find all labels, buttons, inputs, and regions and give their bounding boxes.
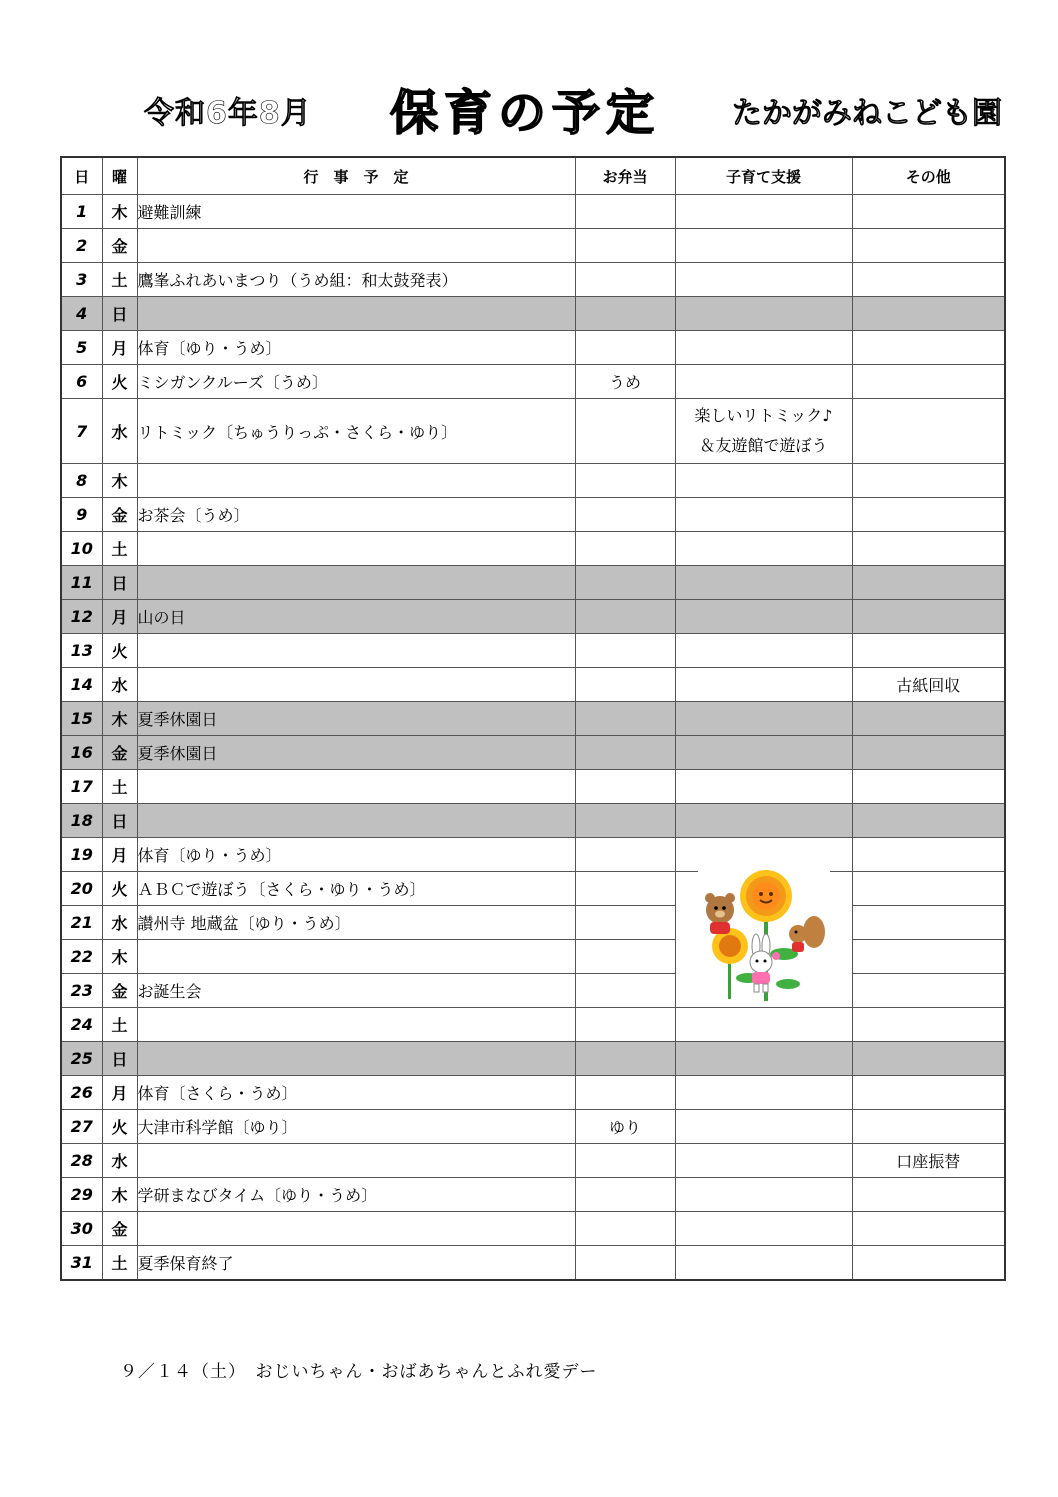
school-name: たかがみねこども園 bbox=[732, 96, 1002, 131]
table-row bbox=[61, 1042, 1005, 1076]
weekday: 水 bbox=[102, 1144, 137, 1178]
weekday: 水 bbox=[102, 906, 137, 940]
bento-cell bbox=[575, 297, 675, 331]
other-cell: 古紙回収 bbox=[852, 668, 1005, 702]
day-number: 22 bbox=[61, 940, 102, 974]
event-cell: お誕生会 bbox=[137, 974, 575, 1008]
table-row bbox=[61, 498, 1005, 532]
day-number: 9 bbox=[61, 498, 102, 532]
other-cell bbox=[852, 566, 1005, 600]
event-cell: 夏季保育終了 bbox=[137, 1246, 575, 1281]
weekday: 金 bbox=[102, 974, 137, 1008]
support-cell bbox=[675, 1246, 852, 1281]
other-cell bbox=[852, 297, 1005, 331]
bento-cell bbox=[575, 1212, 675, 1246]
event-cell: 学研まなびタイム〔ゆり・うめ〕 bbox=[137, 1178, 575, 1212]
event-cell: 讃州寺 地蔵盆〔ゆり・うめ〕 bbox=[137, 906, 575, 940]
event-cell bbox=[137, 770, 575, 804]
support-cell bbox=[675, 1144, 852, 1178]
table-row bbox=[61, 1246, 1005, 1281]
table-row bbox=[61, 838, 1005, 872]
other-cell bbox=[852, 1008, 1005, 1042]
bento-cell bbox=[575, 532, 675, 566]
schedule-table bbox=[60, 156, 1006, 1281]
support-cell bbox=[675, 804, 852, 838]
other-cell bbox=[852, 1178, 1005, 1212]
day-number: 28 bbox=[61, 1144, 102, 1178]
weekday: 火 bbox=[102, 1110, 137, 1144]
support-cell bbox=[675, 770, 852, 804]
weekday: 水 bbox=[102, 399, 137, 464]
weekday: 月 bbox=[102, 1076, 137, 1110]
event-cell: お茶会〔うめ〕 bbox=[137, 498, 575, 532]
support-cell bbox=[675, 1042, 852, 1076]
support-cell bbox=[675, 668, 852, 702]
other-cell bbox=[852, 1042, 1005, 1076]
weekday: 月 bbox=[102, 838, 137, 872]
bento-cell bbox=[575, 331, 675, 365]
weekday: 火 bbox=[102, 365, 137, 399]
table-row bbox=[61, 365, 1005, 399]
sunflower-animals-illustration bbox=[698, 866, 830, 1004]
support-cell bbox=[675, 634, 852, 668]
col-header-other: その他 bbox=[852, 157, 1005, 195]
table-row bbox=[61, 263, 1005, 297]
event-cell bbox=[137, 634, 575, 668]
day-number: 11 bbox=[61, 566, 102, 600]
other-cell bbox=[852, 702, 1005, 736]
table-row bbox=[61, 940, 1005, 974]
day-number: 2 bbox=[61, 229, 102, 263]
event-cell bbox=[137, 566, 575, 600]
event-cell: 夏季休園日 bbox=[137, 736, 575, 770]
table-row bbox=[61, 702, 1005, 736]
table-row bbox=[61, 1144, 1005, 1178]
support-cell bbox=[675, 736, 852, 770]
bento-cell bbox=[575, 974, 675, 1008]
day-number: 30 bbox=[61, 1212, 102, 1246]
other-cell bbox=[852, 906, 1005, 940]
support-cell bbox=[675, 229, 852, 263]
other-cell bbox=[852, 263, 1005, 297]
weekday: 水 bbox=[102, 668, 137, 702]
weekday: 月 bbox=[102, 331, 137, 365]
weekday: 金 bbox=[102, 229, 137, 263]
bento-cell bbox=[575, 195, 675, 229]
bento-cell bbox=[575, 464, 675, 498]
table-row bbox=[61, 736, 1005, 770]
other-cell: 口座振替 bbox=[852, 1144, 1005, 1178]
day-number: 12 bbox=[61, 600, 102, 634]
header-date: 令和6年8月 bbox=[144, 96, 312, 131]
day-number: 15 bbox=[61, 702, 102, 736]
weekday: 月 bbox=[102, 600, 137, 634]
table-header-row bbox=[61, 157, 1005, 195]
event-cell: 体育〔ゆり・うめ〕 bbox=[137, 838, 575, 872]
weekday: 日 bbox=[102, 566, 137, 600]
weekday: 金 bbox=[102, 1212, 137, 1246]
bento-cell bbox=[575, 1076, 675, 1110]
other-cell bbox=[852, 229, 1005, 263]
support-cell bbox=[675, 702, 852, 736]
support-cell bbox=[675, 1076, 852, 1110]
other-cell bbox=[852, 498, 1005, 532]
event-cell: リトミック〔ちゅうりっぷ・さくら・ゆり〕 bbox=[137, 399, 575, 464]
other-cell bbox=[852, 1246, 1005, 1281]
table-row bbox=[61, 1178, 1005, 1212]
weekday: 金 bbox=[102, 498, 137, 532]
weekday: 木 bbox=[102, 464, 137, 498]
day-number: 31 bbox=[61, 1246, 102, 1281]
event-cell bbox=[137, 940, 575, 974]
other-cell bbox=[852, 331, 1005, 365]
col-header-day: 日 bbox=[61, 157, 102, 195]
day-number: 23 bbox=[61, 974, 102, 1008]
other-cell bbox=[852, 365, 1005, 399]
event-cell bbox=[137, 1212, 575, 1246]
bento-cell bbox=[575, 668, 675, 702]
weekday: 火 bbox=[102, 634, 137, 668]
event-cell: ＡＢＣで遊ぼう〔さくら・ゆり・うめ〕 bbox=[137, 872, 575, 906]
bento-cell bbox=[575, 736, 675, 770]
bento-cell bbox=[575, 263, 675, 297]
day-number: 6 bbox=[61, 365, 102, 399]
weekday: 日 bbox=[102, 1042, 137, 1076]
other-cell bbox=[852, 1076, 1005, 1110]
other-cell bbox=[852, 872, 1005, 906]
other-cell bbox=[852, 804, 1005, 838]
bento-cell bbox=[575, 906, 675, 940]
support-cell bbox=[675, 1178, 852, 1212]
other-cell bbox=[852, 770, 1005, 804]
day-number: 17 bbox=[61, 770, 102, 804]
other-cell bbox=[852, 838, 1005, 872]
weekday: 土 bbox=[102, 770, 137, 804]
col-header-bento: お弁当 bbox=[575, 157, 675, 195]
day-number: 18 bbox=[61, 804, 102, 838]
other-cell bbox=[852, 399, 1005, 464]
bento-cell bbox=[575, 399, 675, 464]
event-cell: 大津市科学館〔ゆり〕 bbox=[137, 1110, 575, 1144]
other-cell bbox=[852, 940, 1005, 974]
support-cell bbox=[675, 566, 852, 600]
day-number: 14 bbox=[61, 668, 102, 702]
event-cell: 体育〔さくら・うめ〕 bbox=[137, 1076, 575, 1110]
day-number: 21 bbox=[61, 906, 102, 940]
table-row bbox=[61, 331, 1005, 365]
day-number: 25 bbox=[61, 1042, 102, 1076]
bento-cell bbox=[575, 804, 675, 838]
event-cell bbox=[137, 464, 575, 498]
bento-cell bbox=[575, 600, 675, 634]
table-row bbox=[61, 399, 1005, 464]
weekday: 土 bbox=[102, 532, 137, 566]
table-row bbox=[61, 770, 1005, 804]
col-header-weekday: 曜 bbox=[102, 157, 137, 195]
other-cell bbox=[852, 464, 1005, 498]
table-row bbox=[61, 566, 1005, 600]
table-row bbox=[61, 906, 1005, 940]
bento-cell bbox=[575, 940, 675, 974]
weekday: 日 bbox=[102, 804, 137, 838]
weekday: 火 bbox=[102, 872, 137, 906]
day-number: 29 bbox=[61, 1178, 102, 1212]
other-cell bbox=[852, 1110, 1005, 1144]
table-row bbox=[61, 297, 1005, 331]
weekday: 木 bbox=[102, 940, 137, 974]
table-row bbox=[61, 804, 1005, 838]
event-cell bbox=[137, 297, 575, 331]
table-row bbox=[61, 1212, 1005, 1246]
table-row bbox=[61, 974, 1005, 1008]
support-cell bbox=[675, 399, 852, 464]
event-cell: 避難訓練 bbox=[137, 195, 575, 229]
weekday: 木 bbox=[102, 1178, 137, 1212]
day-number: 24 bbox=[61, 1008, 102, 1042]
event-cell bbox=[137, 532, 575, 566]
bento-cell bbox=[575, 566, 675, 600]
support-cell bbox=[675, 464, 852, 498]
event-cell: 体育〔ゆり・うめ〕 bbox=[137, 331, 575, 365]
page-header bbox=[0, 74, 1058, 141]
other-cell bbox=[852, 195, 1005, 229]
table-row bbox=[61, 1076, 1005, 1110]
table-row bbox=[61, 600, 1005, 634]
table-row bbox=[61, 634, 1005, 668]
support-cell bbox=[675, 331, 852, 365]
weekday: 金 bbox=[102, 736, 137, 770]
footer-note: ９／１４（土） おじいちゃん・おばあちゃんとふれ愛デー bbox=[120, 1362, 598, 1382]
table-row bbox=[61, 195, 1005, 229]
day-number: 3 bbox=[61, 263, 102, 297]
support-cell bbox=[675, 263, 852, 297]
support-cell bbox=[675, 532, 852, 566]
day-number: 7 bbox=[61, 399, 102, 464]
table-row bbox=[61, 872, 1005, 906]
weekday: 木 bbox=[102, 195, 137, 229]
table-row bbox=[61, 229, 1005, 263]
table-row bbox=[61, 464, 1005, 498]
bento-cell bbox=[575, 872, 675, 906]
day-number: 20 bbox=[61, 872, 102, 906]
support-cell bbox=[675, 365, 852, 399]
day-number: 16 bbox=[61, 736, 102, 770]
col-header-events: 行 事 予 定 bbox=[137, 157, 575, 195]
event-cell bbox=[137, 1042, 575, 1076]
bento-cell bbox=[575, 1246, 675, 1281]
event-cell bbox=[137, 1008, 575, 1042]
other-cell bbox=[852, 736, 1005, 770]
weekday: 土 bbox=[102, 263, 137, 297]
bento-cell bbox=[575, 702, 675, 736]
bento-cell bbox=[575, 1008, 675, 1042]
support-cell-illustration bbox=[675, 872, 852, 1008]
support-cell bbox=[675, 195, 852, 229]
support-cell bbox=[675, 1110, 852, 1144]
event-cell: ミシガンクルーズ〔うめ〕 bbox=[137, 365, 575, 399]
day-number: 1 bbox=[61, 195, 102, 229]
other-cell bbox=[852, 600, 1005, 634]
support-cell bbox=[675, 1212, 852, 1246]
support-line: 楽しいリトミック♪ bbox=[694, 406, 833, 425]
table-row bbox=[61, 1008, 1005, 1042]
event-cell bbox=[137, 229, 575, 263]
bento-cell bbox=[575, 770, 675, 804]
bento-cell bbox=[575, 1178, 675, 1212]
support-cell bbox=[675, 1008, 852, 1042]
other-cell bbox=[852, 532, 1005, 566]
day-number: 8 bbox=[61, 464, 102, 498]
bento-cell bbox=[575, 498, 675, 532]
weekday: 木 bbox=[102, 702, 137, 736]
event-cell bbox=[137, 1144, 575, 1178]
table-row bbox=[61, 668, 1005, 702]
page-title: 保育の予定 bbox=[390, 85, 661, 141]
event-cell: 夏季休園日 bbox=[137, 702, 575, 736]
day-number: 5 bbox=[61, 331, 102, 365]
support-cell bbox=[675, 297, 852, 331]
day-number: 10 bbox=[61, 532, 102, 566]
day-number: 4 bbox=[61, 297, 102, 331]
weekday: 日 bbox=[102, 297, 137, 331]
table-row bbox=[61, 532, 1005, 566]
day-number: 26 bbox=[61, 1076, 102, 1110]
bento-cell: ゆり bbox=[575, 1110, 675, 1144]
day-number: 27 bbox=[61, 1110, 102, 1144]
support-cell bbox=[675, 498, 852, 532]
other-cell bbox=[852, 1212, 1005, 1246]
event-cell bbox=[137, 668, 575, 702]
other-cell bbox=[852, 974, 1005, 1008]
event-cell bbox=[137, 804, 575, 838]
big-sunflower bbox=[740, 870, 792, 922]
other-cell bbox=[852, 634, 1005, 668]
support-line: ＆友遊館で遊ぼう bbox=[699, 436, 828, 455]
bento-cell bbox=[575, 1144, 675, 1178]
bento-cell bbox=[575, 229, 675, 263]
support-cell bbox=[675, 600, 852, 634]
event-cell: 鷹峯ふれあいまつり（うめ組：和太鼓発表） bbox=[137, 263, 575, 297]
col-header-support: 子育て支援 bbox=[675, 157, 852, 195]
weekday: 土 bbox=[102, 1008, 137, 1042]
table-row bbox=[61, 1110, 1005, 1144]
bento-cell bbox=[575, 634, 675, 668]
bento-cell: うめ bbox=[575, 365, 675, 399]
bento-cell bbox=[575, 838, 675, 872]
bento-cell bbox=[575, 1042, 675, 1076]
day-number: 13 bbox=[61, 634, 102, 668]
event-cell: 山の日 bbox=[137, 600, 575, 634]
day-number: 19 bbox=[61, 838, 102, 872]
weekday: 土 bbox=[102, 1246, 137, 1281]
